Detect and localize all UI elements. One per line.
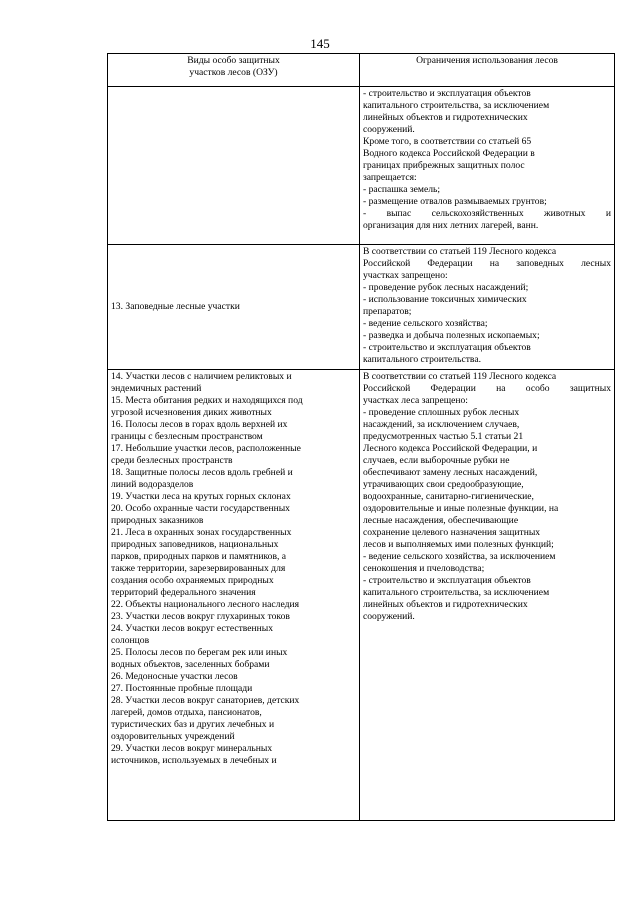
list-item: 26. Медоносные участки лесов <box>111 671 238 682</box>
list-item: 23. Участки лесов вокруг глухариных токов <box>111 611 290 622</box>
table-cell-restrictions <box>360 87 615 245</box>
list-item: туристических баз и других лечебных и <box>111 719 275 730</box>
table-row <box>108 370 615 821</box>
text-line: водоохранные, санитарно-гигиенические, <box>363 491 534 502</box>
list-item: 18. Защитные полосы лесов вдоль гребней и <box>111 467 293 478</box>
text-line: линейных объектов и гидротехнических <box>363 112 528 123</box>
table-cell-ozu-type: 13. Заповедные лесные участки <box>108 245 360 370</box>
list-item: 24. Участки лесов вокруг естественных <box>111 623 274 634</box>
text-line: - проведение рубок лесных насаждений; <box>363 282 529 293</box>
text-line: капитального строительства. <box>363 354 481 365</box>
text-line: сооружений. <box>363 124 415 135</box>
text-line: Водного кодекса Российской Федерации в <box>363 148 535 159</box>
text-line: препаратов; <box>363 306 412 317</box>
list-item: оздоровительных учреждений <box>111 731 235 742</box>
table-cell-restrictions <box>360 370 615 821</box>
text-line: участках запрещено: <box>363 270 448 281</box>
text-line: Российской Федерации на особо защитных <box>363 383 611 394</box>
list-item: 19. Участки леса на крутых горных склонах <box>111 491 291 502</box>
table-row <box>108 245 615 370</box>
text-line: случаев, если выборочные рубки не <box>363 455 510 466</box>
text-line: сооружений. <box>363 611 415 622</box>
text-line: - размещение отвалов размываемых грунтов; <box>363 196 547 207</box>
list-item: 15. Места обитания редких и находящихся под <box>111 395 303 406</box>
text-line: участках леса запрещено: <box>363 395 468 406</box>
list-item: водных объектов, заселенных бобрами <box>111 659 270 670</box>
text-line: лесов и выполняемых ими полезных функций; <box>363 539 554 550</box>
list-item: среди безлесных пространств <box>111 455 233 466</box>
list-item: 17. Небольшие участки лесов, расположенные <box>111 443 301 454</box>
text-line: - ведение сельского хозяйства; <box>363 318 488 329</box>
list-item: солонцов <box>111 635 150 646</box>
list-item: 16. Полосы лесов в горах вдоль верхней их <box>111 419 288 430</box>
text-line: капитального строительства, за исключением <box>363 100 550 111</box>
text-line: утрачивающих свои средообразующие, <box>363 479 524 490</box>
text-line: оздоровительные и иные полезные функции, на <box>363 503 559 514</box>
list-item: 14. Участки лесов с наличием реликтовых и <box>111 371 292 382</box>
text-line: границах прибрежных защитных полос <box>363 160 525 171</box>
list-item: 21. Леса в охранных зонах государственных <box>111 527 292 538</box>
list-item: 22. Объекты национального лесного наследия <box>111 599 300 610</box>
text-line: - строительство и эксплуатация объектов <box>363 342 531 353</box>
text-line: - использование токсичных химических <box>363 294 527 305</box>
text-line: предусмотренных частью 5.1 статьи 21 <box>363 431 524 442</box>
page-number: 145 <box>310 36 330 51</box>
text-line: организация для них летних лагерей, ванн. <box>363 220 539 231</box>
table-header-row <box>108 54 615 87</box>
list-item: угрозой исчезновения диких животных <box>111 407 272 418</box>
text-line: Российской Федерации на заповедных лесных <box>363 258 611 269</box>
text-line: - распашка земель; <box>363 184 441 195</box>
table-cell-empty <box>108 87 360 245</box>
text-line: запрещается: <box>363 172 417 183</box>
list-item: природных заказников <box>111 515 204 526</box>
list-item: парков, природных парков и памятников, а <box>111 551 287 562</box>
forest-restrictions-table <box>107 53 615 821</box>
table-row <box>108 87 615 245</box>
ozu-types-list <box>111 371 356 767</box>
text-line: линейных объектов и гидротехнических <box>363 599 528 610</box>
text-line: - ведение сельского хозяйства, за исключением <box>363 551 556 562</box>
text-line: В соответствии со статьей 119 Лесного кодекса <box>363 371 557 382</box>
restriction-text <box>363 246 611 366</box>
restriction-text <box>363 371 611 623</box>
header-text: Виды особо защитных <box>187 55 280 66</box>
text-line: Кроме того, в соответствии со статьей 65 <box>363 136 532 147</box>
list-item: 20. Особо охранные части государственных <box>111 503 290 514</box>
table-cell-ozu-types-list <box>108 370 360 821</box>
header-text: участков лесов (ОЗУ) <box>189 67 278 78</box>
header-cell-ozu-types <box>108 54 360 87</box>
list-item: 25. Полосы лесов по берегам рек или иных <box>111 647 288 658</box>
list-item: территорий федерального значения <box>111 587 256 598</box>
list-item: эндемичных растений <box>111 383 202 394</box>
text-line: В соответствии со статьей 119 Лесного кодекса <box>363 246 557 257</box>
list-item: линий водоразделов <box>111 479 194 490</box>
text-line: - проведение сплошных рубок лесных <box>363 407 520 418</box>
text-line: сохранение целевого назначения защитных <box>363 527 541 538</box>
table-cell-restrictions <box>360 245 615 370</box>
list-item: 27. Постоянные пробные площади <box>111 683 253 694</box>
text-line: сенокошения и пчеловодства; <box>363 563 485 574</box>
text-line: обеспечивают замену лесных насаждений, <box>363 467 538 478</box>
text-line: - разведка и добыча полезных ископаемых; <box>363 330 540 341</box>
list-item: 28. Участки лесов вокруг санаториев, детских <box>111 695 300 706</box>
text-line: - выпас сельскохозяйственных животных и <box>363 208 611 219</box>
text-line: капитального строительства, за исключением <box>363 587 550 598</box>
list-item: 29. Участки лесов вокруг минеральных <box>111 743 273 754</box>
header-cell-restrictions: Ограничения использования лесов <box>360 54 615 87</box>
list-item: создания особо охраняемых природных <box>111 575 274 586</box>
list-item: границы с безлесным пространством <box>111 431 263 442</box>
text-line: насаждений, за исключением случаев, <box>363 419 520 430</box>
text-line: Лесного кодекса Российской Федерации, и <box>363 443 538 454</box>
text-line: - строительство и эксплуатация объектов <box>363 575 531 586</box>
list-item: лагерей, домов отдыха, пансионатов, <box>111 707 262 718</box>
restriction-text <box>363 88 611 232</box>
list-item: также территории, зарезервированных для <box>111 563 286 574</box>
list-item: источников, используемых в лечебных и <box>111 755 277 766</box>
list-item: природных заповедников, национальных <box>111 539 279 550</box>
text-line: - строительство и эксплуатация объектов <box>363 88 531 99</box>
text-line: лесные насаждения, обеспечивающие <box>363 515 519 526</box>
